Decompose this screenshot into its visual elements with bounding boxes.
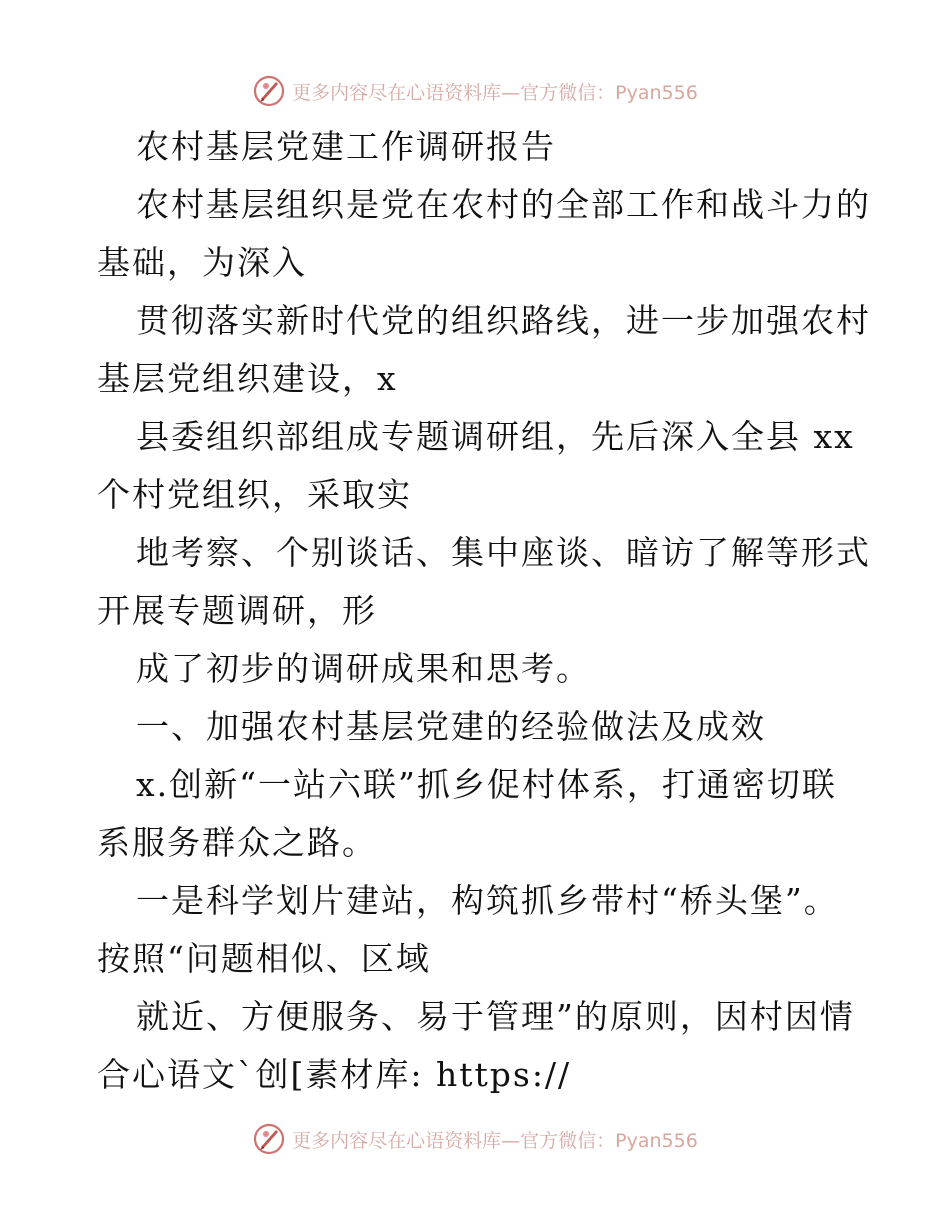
paragraph-line: 贯彻落实新时代党的组织路线，进一步加强农村 [136, 301, 871, 340]
paragraph-line: 县委组织部组成专题调研组，先后深入全县 xx [136, 417, 855, 456]
subsection-heading: x.创新“一站六联”抓乡促村体系，打通密切联 [136, 765, 837, 804]
header-watermark [0, 71, 950, 111]
wechat-id: Pyan556 [615, 81, 698, 104]
watermark-text: 更多内容尽在心语资料库—官方微信：Pyan556 [292, 1129, 698, 1152]
footer-watermark [0, 1119, 950, 1159]
paragraph-line: 农村基层组织是党在农村的全部工作和战斗力的 [136, 185, 871, 224]
paragraph-line: 基层党组织建设，x [97, 359, 398, 398]
paragraph-line: 个村党组织，采取实 [97, 475, 412, 514]
quill-logo-icon [252, 1122, 286, 1156]
paragraph-line: 一是科学划片建站，构筑抓乡带村“桥头堡”。 [136, 881, 839, 920]
paragraph-line: 成了初步的调研成果和思考。 [136, 649, 591, 688]
paragraph-line: 基础，为深入 [97, 243, 307, 282]
document-title: 农村基层党建工作调研报告 [136, 127, 556, 166]
paragraph-line: 地考察、个别谈话、集中座谈、暗访了解等形式 [136, 533, 871, 572]
paragraph-line: 按照“问题相似、区域 [97, 939, 431, 978]
paragraph-line: 开展专题调研，形 [97, 591, 377, 630]
watermark-text: 更多内容尽在心语资料库—官方微信：Pyan556 [292, 81, 698, 104]
paragraph-line: 合心语文`创[素材库: https:// [97, 1055, 572, 1094]
section-heading: 一、加强农村基层党建的经验做法及成效 [136, 707, 766, 746]
paragraph-line: 系服务群众之路。 [97, 823, 377, 862]
quill-logo-icon [252, 74, 286, 108]
wechat-id: Pyan556 [615, 1129, 698, 1152]
paragraph-line: 就近、方便服务、易于管理”的原则，因村因情 [136, 997, 855, 1036]
